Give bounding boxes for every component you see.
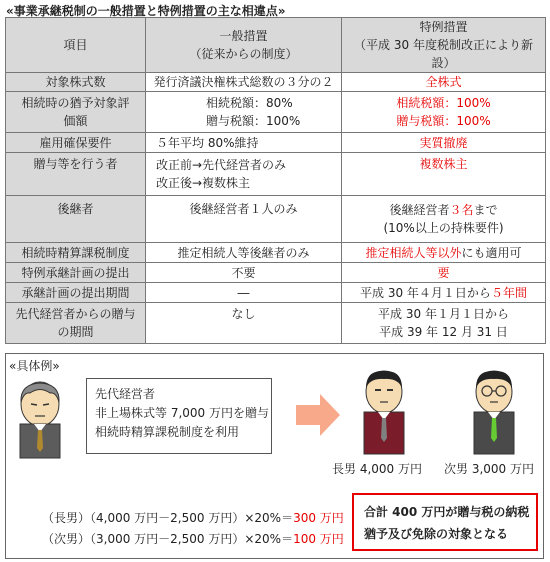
elder-person-icon: [12, 380, 68, 460]
row-label: 相続時精算課税制度: [6, 243, 146, 263]
special-line: 平成 39 年 12 月 31 日: [379, 325, 508, 339]
special-cell: [342, 303, 546, 344]
general-cell: 後継経営者１人のみ: [146, 196, 342, 243]
general-cell: なし: [146, 303, 342, 344]
row-label: 特例承継計画の提出: [6, 263, 146, 283]
total-line: 合計 400 万円が贈与税の納税: [364, 505, 530, 519]
header-special-title: 特例措置: [419, 20, 468, 34]
second-son-caption: 次男 3,000 万円: [444, 462, 534, 476]
calc-result: 300 万円: [293, 511, 344, 525]
special-cell: 実質撤廃: [342, 133, 546, 153]
special-cell: 全株式: [342, 73, 546, 92]
row-label: [6, 92, 146, 133]
general-cell: [146, 153, 342, 196]
special-highlight: ５年間: [490, 285, 527, 300]
general-line: 贈与税額：100%: [206, 114, 301, 128]
special-highlight: 推定相続人等以外: [365, 245, 462, 260]
page-title: «事業承継税制の一般措置と特例措置の主な相違点»: [6, 4, 286, 18]
table-header-row: [6, 18, 546, 73]
special-cell: 要: [342, 263, 546, 283]
row-label: [6, 303, 146, 344]
note-line: 非上場株式等 7,000 万円を贈与: [95, 406, 269, 420]
comparison-table: [5, 17, 546, 344]
header-special: [342, 18, 546, 73]
row-label: 贈与等を行う者: [6, 153, 146, 196]
general-cell: 発行済議決権株式総数の３分の２: [146, 73, 342, 92]
table-row: [6, 73, 546, 92]
special-line: [346, 201, 541, 219]
calc-text: （長男）（4,000 万円－2,500 万円）×20%＝: [42, 511, 294, 525]
header-item: 項目: [6, 18, 146, 73]
special-text: 平成 30 年４月１日から: [360, 285, 491, 300]
row-label: 承継計画の提出期間: [6, 283, 146, 303]
calc-text: （次男）（3,000 万円－2,500 万円）×20%＝: [42, 532, 294, 546]
total-line: 猶予及び免除の対象となる: [364, 527, 509, 541]
general-line: 改正前→先代経営者のみ: [156, 158, 287, 172]
general-cell: ―: [146, 283, 342, 303]
general-cell: [146, 92, 342, 133]
special-cell: 複数株主: [342, 153, 546, 196]
general-cell: ５年平均 80%維持: [146, 133, 342, 153]
row-label-line: 先代経営者からの贈与: [15, 307, 136, 321]
calc-result: 100 万円: [293, 532, 344, 546]
special-line: 相続税額：100%: [396, 96, 491, 110]
row-label: 雇用確保要件: [6, 133, 146, 153]
header-general-subtitle: （従来からの制度）: [189, 47, 298, 61]
note-line: 相続時精算課税制度を利用: [95, 425, 240, 439]
table-row: [6, 133, 546, 153]
row-label-line: 相続時の猶予対象評: [21, 96, 130, 110]
table-row: [6, 196, 546, 243]
special-cell: [342, 196, 546, 243]
row-label: 対象株式数: [6, 73, 146, 92]
calc-second: [42, 530, 344, 547]
header-general: [146, 18, 342, 73]
donor-note: [86, 378, 272, 454]
special-text: まで: [473, 203, 498, 217]
eldest-son-icon: [358, 368, 410, 456]
table-row: [6, 243, 546, 263]
second-son-icon: [468, 368, 520, 456]
table-row: [6, 92, 546, 133]
calc-eldest: [42, 509, 344, 526]
general-cell: 不要: [146, 263, 342, 283]
table-row: [6, 283, 546, 303]
row-label: 後継者: [6, 196, 146, 243]
table-row: [6, 153, 546, 196]
row-label-line: 価額: [63, 114, 88, 128]
eldest-son-caption: 長男 4,000 万円: [332, 462, 422, 476]
special-cell: [342, 283, 546, 303]
header-special-subtitle: （平成 30 年度税制改正により新設）: [354, 38, 533, 70]
special-line: 平成 30 年１月１日から: [378, 307, 509, 321]
total-summary-box: [352, 493, 538, 551]
right-arrow-icon: [294, 392, 342, 438]
special-line: (10%以上の持株要件): [383, 221, 504, 235]
table-row: [6, 263, 546, 283]
table-row: [6, 303, 546, 344]
general-line: 改正後→複数株主: [156, 176, 251, 190]
special-highlight: ３名: [449, 203, 474, 217]
header-general-title: 一般措置: [219, 29, 268, 43]
special-text: 後継経営者: [389, 203, 450, 217]
row-label-line: の期間: [57, 325, 94, 339]
example-box: [5, 353, 544, 559]
general-line: 相続税額：80%: [206, 96, 293, 110]
special-cell: [342, 243, 546, 263]
general-cell: 推定相続人等後継者のみ: [146, 243, 342, 263]
special-cell: [342, 92, 546, 133]
note-line: 先代経営者: [95, 387, 156, 401]
special-text: にも適用可: [461, 245, 522, 260]
example-label: «具体例»: [9, 359, 60, 373]
special-line: 贈与税額：100%: [396, 114, 491, 128]
